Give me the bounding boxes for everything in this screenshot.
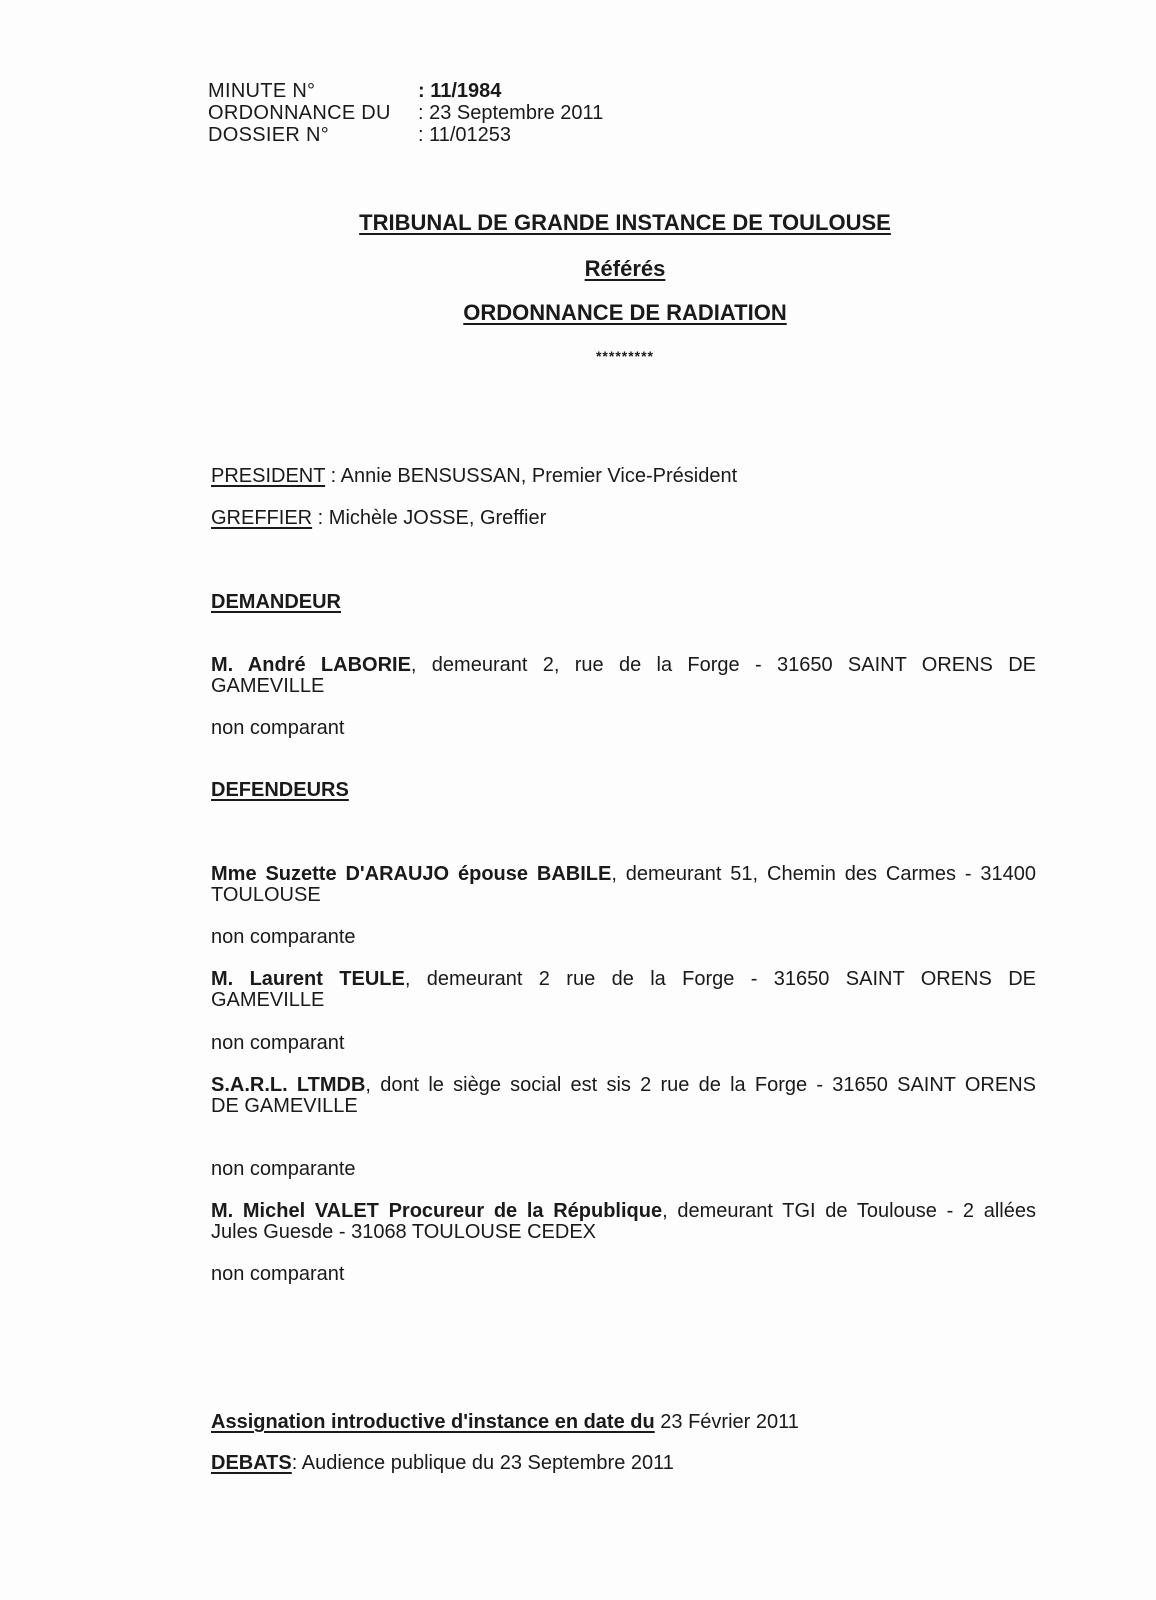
- minute-row: [208, 80, 603, 102]
- greffier-value: : Michèle JOSSE, Greffier: [312, 507, 547, 529]
- demandeur-address-line1: , demeurant 2, rue de la Forge - 31650 SAINT ORENS DE: [410, 654, 1036, 676]
- ordonnance-date-value: : 23 Septembre 2011: [418, 102, 604, 124]
- defendeur-address-line2: GAMEVILLE: [211, 989, 325, 1011]
- minute-label: MINUTE N°: [208, 80, 316, 102]
- defendeur-party: [211, 1075, 1036, 1117]
- defendeur-address-line2: Jules Guesde - 31068 TOULOUSE CEDEX: [211, 1221, 596, 1243]
- defendeur-name: M. Laurent TEULE: [211, 968, 405, 990]
- defendeur-status: non comparante: [211, 926, 356, 948]
- ordonnance-title: ORDONNANCE DE RADIATION: [463, 300, 787, 325]
- defendeur-address-line2: TOULOUSE: [211, 884, 321, 906]
- case-reference-block: [208, 80, 603, 146]
- defendeur-first-line: [211, 864, 1036, 885]
- defendeur-status: non comparant: [211, 1032, 345, 1054]
- title-separator: *********: [595, 348, 655, 364]
- greffier-line: [211, 507, 546, 529]
- demandeur-address-line2: GAMEVILLE: [211, 675, 325, 697]
- debats-line: [211, 1452, 674, 1474]
- defendeur-status: non comparant: [211, 1263, 345, 1285]
- defendeur-first-line: [211, 1201, 1036, 1222]
- demandeur-status: non comparant: [211, 717, 345, 739]
- defendeur-party: [211, 969, 1036, 1011]
- tribunal-title: TRIBUNAL DE GRANDE INSTANCE DE TOULOUSE: [359, 210, 891, 235]
- defendeur-name: Mme Suzette D'ARAUJO épouse BABILE: [211, 863, 612, 885]
- demandeur-heading-text: DEMANDEUR: [211, 591, 341, 613]
- president-line: [211, 465, 737, 487]
- dossier-label: DOSSIER N°: [208, 124, 330, 146]
- president-label: PRESIDENT: [211, 465, 326, 487]
- defendeur-party: [211, 864, 1036, 906]
- greffier-label: GREFFIER: [211, 507, 313, 529]
- demandeur-party: [211, 655, 1036, 697]
- dossier-value: : 11/01253: [418, 124, 512, 146]
- ordonnance-date-row: [208, 102, 603, 124]
- debats-label: DEBATS: [211, 1452, 292, 1474]
- defendeur-first-line: [211, 969, 1036, 990]
- assignation-value: 23 Février 2011: [654, 1411, 799, 1433]
- president-value: : Annie BENSUSSAN, Premier Vice-Président: [325, 465, 738, 487]
- defendeurs-heading-text: DEFENDEURS: [211, 779, 349, 801]
- defendeur-address-line1: , demeurant 51, Chemin des Carmes - 31400: [611, 863, 1036, 885]
- defendeurs-heading: [211, 779, 349, 801]
- defendeur-status: non comparante: [211, 1158, 356, 1180]
- demandeur-name: M. André LABORIE: [211, 654, 411, 676]
- debats-value: : Audience publique du 23 Septembre 2011: [291, 1452, 674, 1474]
- defendeur-name: M. Michel VALET Procureur de la République: [211, 1200, 663, 1222]
- assignation-label: Assignation introductive d'instance en date du: [211, 1411, 655, 1433]
- defendeur-address-line2: DE GAMEVILLE: [211, 1095, 358, 1117]
- referes-title: Référés: [584, 256, 666, 281]
- defendeur-address-line1: , demeurant 2 rue de la Forge - 31650 SAINT ORENS DE: [404, 968, 1036, 990]
- defendeur-address-line1: , demeurant TGI de Toulouse - 2 allées: [662, 1200, 1036, 1222]
- defendeur-name: S.A.R.L. LTMDB: [211, 1074, 366, 1096]
- defendeur-address-line1: , dont le siège social est sis 2 rue de la Forge - 31650 SAINT ORENS: [365, 1074, 1036, 1096]
- defendeur-party: [211, 1201, 1036, 1243]
- ordonnance-date-label: ORDONNANCE DU: [208, 102, 391, 124]
- defendeur-first-line: [211, 1075, 1036, 1096]
- dossier-row: [208, 124, 603, 146]
- demandeur-first-line: [211, 655, 1036, 676]
- assignation-line: [211, 1411, 799, 1433]
- demandeur-heading: [211, 591, 341, 613]
- minute-value: : 11/1984: [418, 80, 502, 102]
